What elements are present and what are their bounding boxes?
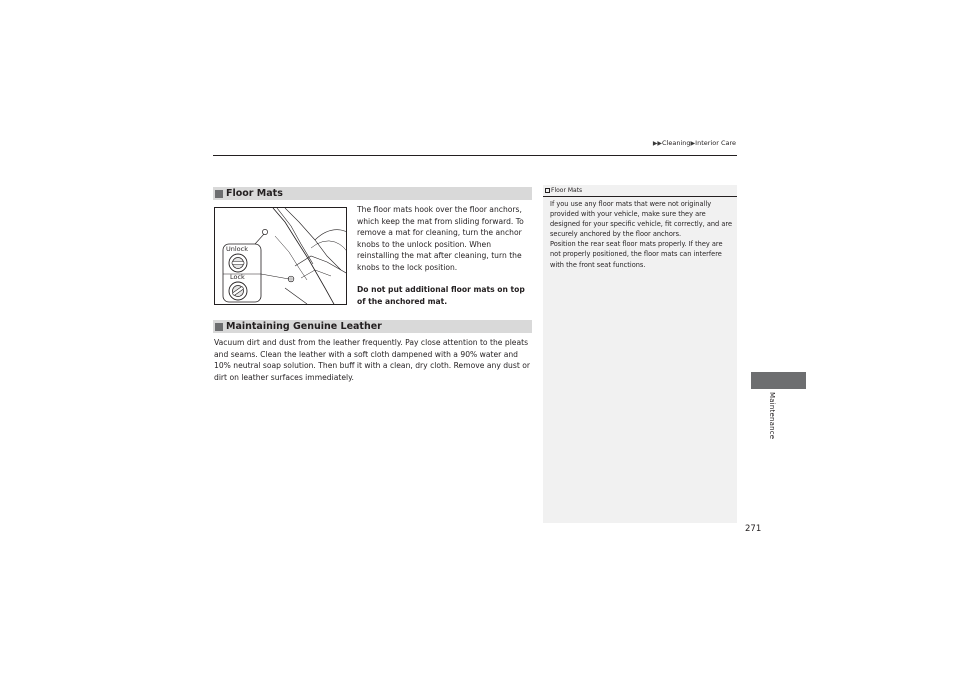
breadcrumb-topic[interactable]: Interior Care — [695, 139, 736, 147]
floor-mats-warning: Do not put additional floor mats on top of the anchored mat. — [357, 285, 525, 306]
lock-label: Lock — [230, 273, 245, 281]
leather-body: Vacuum dirt and dust from the leather frequently. Pay close attention to the pleats and seams. Clean the leather with a soft cloth dampened with a 90% water and 10% neutral soap solution. Then buff it with a clean, dry cloth. Remove any dust or dirt on leather surfaces immediately. — [214, 338, 530, 382]
page-number: 271 — [745, 524, 762, 534]
floor-mats-heading: Floor Mats — [226, 188, 283, 199]
square-bullet-icon — [215, 323, 223, 331]
floor-anchor-drawing — [215, 208, 347, 305]
sidebar-note-header — [543, 185, 737, 197]
leather-heading-bar — [213, 320, 532, 333]
sidebar-note-text: If you use any floor mats that were not originally provided with your vehicle, make sure they are designed for your specific vehicle, fit correctly, and are securely anchored by the floor anchors. Position the rear seat floor mats properly. If they are not properly positioned, the floor mats can interfere with the front seat functions. — [550, 200, 732, 269]
sidebar-note — [543, 185, 737, 523]
chapter-tab-label: Maintenance — [768, 392, 776, 440]
breadcrumb — [653, 139, 736, 147]
sidebar-note-title: Floor Mats — [551, 187, 583, 194]
breadcrumb-separator-icon: ▶ — [690, 140, 696, 147]
square-bullet-icon — [215, 190, 223, 198]
floor-mats-body: The floor mats hook over the floor anchors, which keep the mat from sliding forward. To remove a mat for cleaning, turn the anchor knobs to the unlock position. When reinstalling the mat after cleaning, turn the knobs to the lock position. — [357, 205, 524, 272]
breadcrumb-section[interactable]: Cleaning — [662, 139, 691, 147]
floor-mats-heading-bar — [213, 187, 532, 200]
chapter-tab[interactable] — [751, 372, 806, 389]
header-rule — [213, 155, 737, 156]
floor-anchor-illustration — [214, 207, 347, 305]
breadcrumb-prefix-icon: ▶▶ — [652, 140, 663, 147]
note-box-icon — [545, 188, 550, 193]
leather-heading: Maintaining Genuine Leather — [226, 321, 382, 332]
unlock-label: Unlock — [226, 245, 248, 253]
